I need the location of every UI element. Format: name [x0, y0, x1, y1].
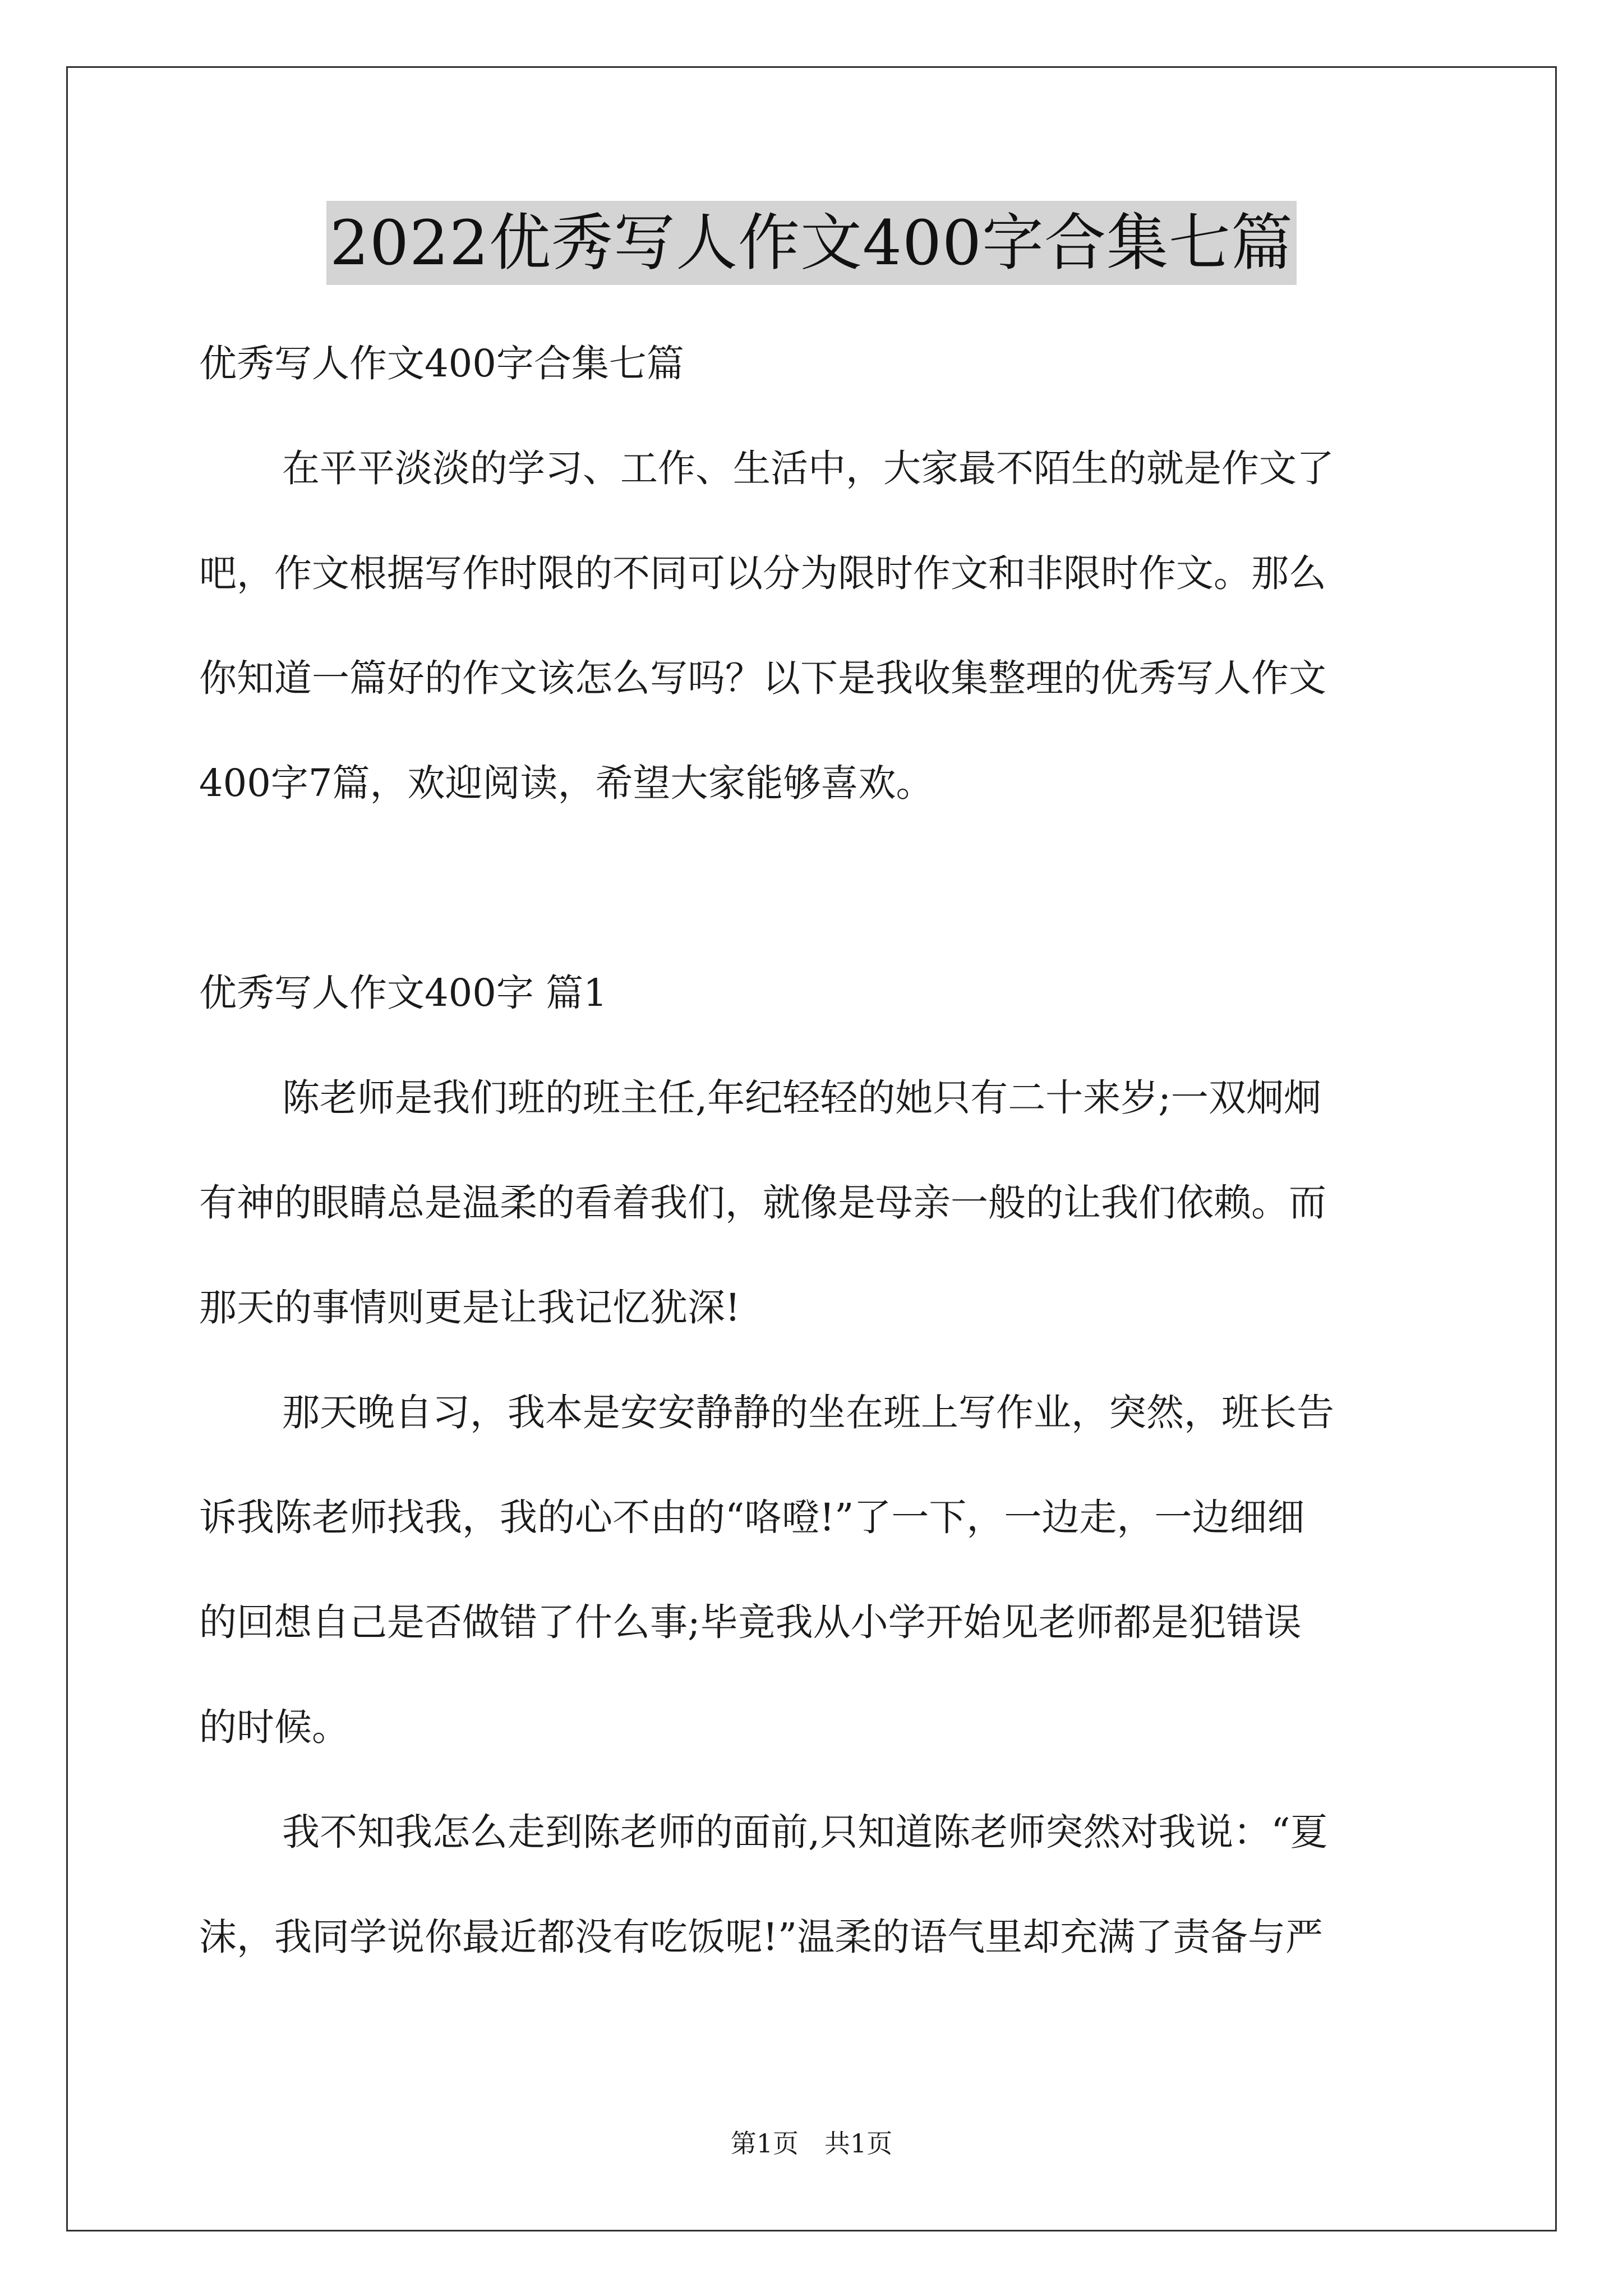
paragraph2-line-1: 那天晚自习，我本是安安静静的坐在班上写作业，突然，班长告 [282, 1391, 1334, 1434]
page-footer: 第1页 共1页 [730, 2128, 893, 2159]
paragraph3-line-2: 沫，我同学说你最近都没有吃饭呢!”温柔的语气里却充满了责备与严 [199, 1915, 1324, 1959]
intro-heading: 优秀写人作文400字合集七篇 [199, 342, 684, 385]
paragraph2-line-2: 诉我陈老师找我，我的心不由的“咯噔!”了一下，一边走，一边细细 [199, 1496, 1305, 1539]
paragraph2-line-4: 的时候。 [199, 1705, 349, 1749]
intro-line-1: 在平平淡淡的学习、工作、生活中，大家最不陌生的就是作文了 [282, 447, 1334, 490]
paragraph3-line-1: 我不知我怎么走到陈老师的面前,只知道陈老师突然对我说：“夏 [282, 1810, 1328, 1854]
blank-line [199, 836, 1433, 941]
intro-line-3: 你知道一篇好的作文该怎么写吗？以下是我收集整理的优秀写人作文 [199, 656, 1326, 700]
intro-line-2: 吧，作文根据写作时限的不同可以分为限时作文和非限时作文。那么 [199, 551, 1326, 595]
document-body [199, 311, 1433, 1990]
paragraph1-line-1: 陈老师是我们班的班主任,年纪轻轻的她只有二十来岁;一双炯炯 [282, 1076, 1321, 1120]
paragraph1-line-2: 有神的眼睛总是温柔的看着我们，就像是母亲一般的让我们依赖。而 [199, 1181, 1326, 1225]
title-container [0, 201, 1623, 285]
section-heading: 优秀写人作文400字 篇1 [199, 971, 607, 1015]
paragraph2-line-3: 的回想自己是否做错了什么事;毕竟我从小学开始见老师都是犯错误 [199, 1600, 1302, 1644]
paragraph1-line-3: 那天的事情则更是让我记忆犹深! [199, 1286, 740, 1329]
document-title: 2022优秀写人作文400字合集七篇 [326, 201, 1297, 285]
intro-line-4: 400字7篇，欢迎阅读，希望大家能够喜欢。 [199, 761, 934, 805]
